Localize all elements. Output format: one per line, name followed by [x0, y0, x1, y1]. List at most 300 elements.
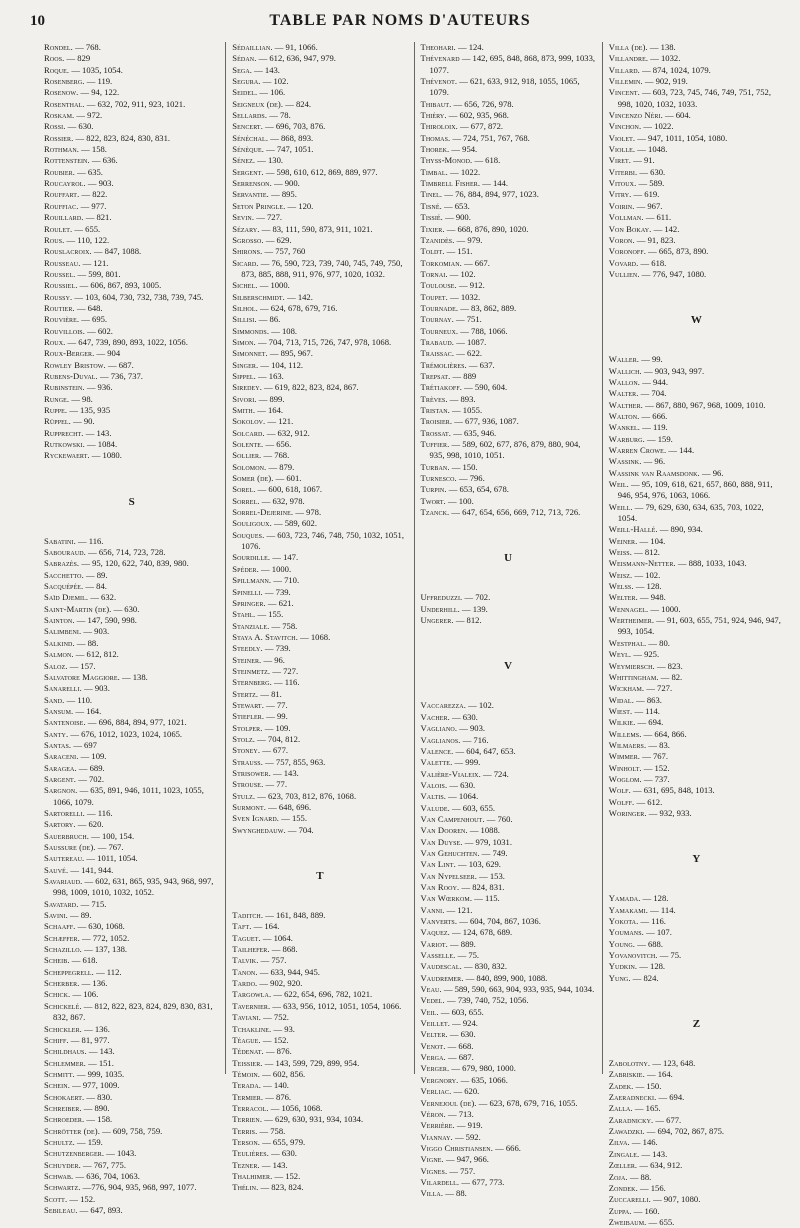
page-references: — 967.	[636, 200, 663, 211]
author-name: Wassink van Raamsdonk.	[608, 467, 700, 478]
author-name: Von Bokay.	[608, 223, 652, 234]
author-name: Welss.	[608, 581, 634, 592]
page-references: — 868.	[271, 944, 298, 955]
index-entry	[609, 201, 784, 212]
author-name: Thiéry.	[420, 110, 447, 121]
page-references: — 767, 775.	[83, 1159, 126, 1170]
index-entry	[421, 292, 596, 303]
author-name: Weil.	[608, 479, 629, 489]
author-name: Willems.	[608, 728, 642, 739]
page-references: — 83.	[648, 739, 670, 750]
author-name: Roux-Berger.	[44, 348, 95, 359]
index-entry	[421, 814, 596, 825]
page-references: — 76, 884, 894, 977, 1023.	[444, 189, 539, 200]
page-references: — 710.	[273, 575, 300, 586]
index-entry	[421, 1166, 596, 1177]
index-entry	[44, 819, 219, 830]
page-references: — 135, 935	[69, 405, 111, 415]
page-references: — 695.	[81, 314, 108, 325]
page-references: — 90.	[73, 416, 95, 427]
author-name: Stolz.	[232, 733, 255, 744]
index-entry	[421, 1075, 596, 1086]
index-entry	[44, 706, 219, 717]
page-references: — 124, 678, 689.	[452, 927, 513, 938]
author-name: Roulet.	[44, 223, 73, 234]
author-name: Scheib.	[44, 955, 70, 966]
index-entry	[421, 326, 596, 337]
page-references: — 95, 120, 622, 740, 839, 980.	[81, 558, 189, 569]
index-entry	[421, 723, 596, 734]
page-references: — 903.	[83, 626, 110, 637]
page-references: — 86.	[258, 314, 281, 325]
page-references: — 687.	[447, 1052, 474, 1063]
index-entry	[232, 1137, 407, 1148]
page-references: — 689.	[78, 762, 105, 773]
index-entry	[44, 87, 219, 98]
page-references: — 1088.	[469, 825, 500, 836]
index-entry	[232, 53, 407, 64]
index-entry	[232, 655, 407, 666]
index-entry	[232, 779, 407, 790]
author-name: Sokolov.	[232, 416, 266, 427]
author-name: Ryckewaert.	[44, 450, 90, 461]
index-entry	[421, 905, 596, 916]
index-entry	[421, 1143, 596, 1154]
author-name: Valière-Vialeix.	[420, 768, 481, 779]
author-name: Weiss.	[608, 547, 632, 558]
author-name: Tuffier.	[420, 439, 450, 450]
author-name: Sautereau.	[44, 853, 85, 864]
index-entry	[609, 706, 784, 717]
page-references: — 636.	[91, 155, 118, 166]
page-references: — 83, 111, 590, 873, 911, 1021.	[261, 223, 373, 234]
section-letter: Y	[692, 853, 701, 866]
index-entry	[44, 189, 219, 200]
index-entry	[44, 416, 219, 427]
index-entry	[232, 235, 407, 246]
index-entry	[609, 212, 784, 223]
author-name: Schick.	[44, 989, 71, 1000]
author-name: Thomas.	[420, 132, 451, 143]
page-references: — 823.	[656, 660, 683, 671]
page-references: — 100, 154.	[91, 830, 135, 841]
author-name: Stertz.	[232, 688, 259, 699]
index-entry	[232, 921, 407, 932]
author-name: Walton.	[608, 410, 640, 421]
index-entry	[609, 939, 784, 950]
page-references: — 1011, 1054.	[86, 853, 138, 864]
page-references: — 99.	[641, 354, 663, 365]
author-name: Rouslacroix.	[44, 246, 92, 257]
index-entry	[232, 643, 407, 654]
page-references: — 648.	[76, 302, 103, 313]
page-references: — 110.	[66, 694, 93, 705]
page-references: — 103, 604, 730, 732, 738, 739, 745.	[74, 291, 204, 302]
author-name: Silberschmidt.	[232, 291, 285, 302]
index-entry	[44, 314, 219, 325]
author-name: Sven Ignard.	[232, 813, 280, 824]
index-entry	[609, 354, 784, 365]
index-entry	[421, 1063, 596, 1074]
author-name: Rouvillois.	[44, 325, 85, 336]
author-name: Rouvière.	[44, 314, 80, 325]
page-references: — 151.	[88, 1057, 114, 1068]
index-entry	[232, 473, 407, 484]
page-references: — 696, 703, 876.	[265, 121, 326, 132]
author-name: Tisné.	[420, 200, 442, 211]
author-name: Roucayrol.	[44, 178, 86, 189]
index-entry	[232, 734, 407, 745]
page-references: — 796.	[458, 473, 485, 484]
index-entry	[232, 65, 407, 76]
author-name: Souligoux.	[232, 518, 272, 529]
index-entry	[232, 42, 407, 53]
page-references: — 144.	[668, 444, 695, 455]
author-name: Thévenot.	[420, 76, 458, 87]
author-name: Sippel.	[232, 370, 256, 381]
author-name: Wallich.	[608, 365, 642, 376]
index-entry	[44, 604, 219, 615]
index-entry	[44, 337, 219, 348]
page-references: — 656, 726, 978.	[453, 98, 514, 109]
page-references: — 137, 138.	[84, 944, 128, 955]
index-entry	[609, 672, 784, 683]
author-name: Yovanovitch.	[608, 950, 658, 961]
index-entry	[609, 434, 784, 445]
author-name: Stahl.	[232, 609, 256, 620]
page-references: — 119.	[86, 76, 113, 87]
page-references: — 895, 967.	[269, 348, 313, 359]
author-name: Talvik.	[232, 955, 259, 966]
author-name: Teulières.	[232, 1148, 269, 1159]
page-references: — 824.	[285, 98, 312, 109]
author-name: Seidel.	[232, 87, 258, 98]
author-name: Scherber.	[44, 978, 80, 989]
index-entry	[232, 768, 407, 779]
page-references: — 697	[73, 739, 97, 750]
page-references: — 653, 654, 678.	[448, 484, 509, 495]
index-entry	[421, 1188, 596, 1199]
author-name: Trétiakoff.	[420, 382, 463, 393]
page-references: — 75.	[457, 950, 480, 961]
page-references: — 612.	[636, 796, 663, 807]
index-entry	[232, 933, 407, 944]
index-entry	[232, 587, 407, 598]
page-references: — 603, 723, 745, 746, 749, 751, 752, 998, 1020, 1032, 1033.	[617, 87, 771, 109]
index-entry	[44, 1103, 219, 1114]
author-name: Roskam.	[44, 110, 75, 121]
index-entry	[232, 711, 407, 722]
index-entry	[44, 865, 219, 876]
author-name: Rowley Bristow.	[44, 359, 106, 370]
author-name: Sanarelli.	[44, 683, 82, 694]
page-references: — 91, 1066.	[274, 42, 318, 52]
author-name: Tavernier.	[232, 1000, 271, 1011]
page-references: — 1055.	[452, 405, 483, 415]
page-references: — 925.	[633, 649, 660, 660]
page-references: — 96.	[263, 654, 285, 665]
index-entry	[232, 564, 407, 575]
author-name: Rottenstein.	[44, 155, 90, 166]
index-entry	[421, 757, 596, 768]
author-name: Verrière.	[420, 1120, 455, 1131]
index-entry	[232, 416, 407, 427]
index-entry	[44, 717, 219, 728]
index-entry	[421, 405, 596, 416]
author-name: Veau.	[420, 984, 442, 995]
author-name: Salkind.	[44, 637, 75, 648]
author-name: Strauss.	[232, 756, 263, 767]
index-entry	[232, 337, 407, 348]
author-name: Van Gehuchten.	[420, 847, 480, 858]
page-references: — 902, 919.	[644, 76, 688, 87]
index-entry	[232, 1171, 407, 1182]
index-entry	[609, 893, 784, 904]
page-references: — 895.	[271, 189, 297, 200]
page-references: — 972.	[76, 110, 103, 121]
page-references: — 102.	[468, 700, 494, 711]
page-references: — 75.	[659, 950, 682, 961]
index-entry	[609, 422, 784, 433]
index-entry	[44, 831, 219, 842]
author-name: Simmonds.	[232, 325, 270, 336]
page-references: — 589, 590, 663, 904, 933, 935, 944, 1034.	[443, 984, 595, 995]
page-references: — 143.	[261, 1159, 288, 1170]
index-entry	[44, 121, 219, 132]
author-name: Zabriskie.	[608, 1069, 645, 1080]
page-references: — 77.	[266, 699, 288, 710]
page-references: — 635, 1066.	[460, 1074, 508, 1085]
page-references: — 757.	[449, 1165, 476, 1176]
author-name: Vollman.	[608, 212, 644, 223]
author-name: Wolf.	[608, 785, 631, 796]
index-entry	[421, 371, 596, 382]
author-name: Thyss-Monod.	[420, 155, 473, 166]
page-references: — 147, 590, 998.	[76, 615, 137, 626]
index-entry	[609, 536, 784, 547]
author-name: Thibaut.	[420, 98, 452, 109]
author-name: Walther.	[608, 399, 643, 410]
author-name: Singer.	[232, 359, 259, 370]
author-name: Schrötter (de).	[44, 1125, 100, 1136]
index-entry	[421, 133, 596, 144]
author-name: Wennagel.	[608, 603, 649, 614]
author-name: Sédaillian.	[232, 42, 273, 52]
author-name: Sivori.	[232, 393, 257, 404]
author-name: Vignes.	[420, 1165, 448, 1176]
author-name: Zingale.	[608, 1148, 640, 1159]
index-entry	[44, 695, 219, 706]
page-references: — 138.	[649, 42, 676, 52]
author-name: Schein.	[44, 1080, 70, 1091]
page-references: — 158.	[86, 1114, 113, 1125]
page-references: — 136.	[84, 1023, 110, 1034]
author-name: Spéder.	[232, 563, 259, 574]
author-name: Schaaff.	[44, 921, 76, 932]
index-entry	[232, 201, 407, 212]
page-references: — 647, 654, 656, 669, 712, 713, 726.	[451, 507, 581, 518]
index-entry	[44, 348, 219, 359]
author-name: Zilva.	[608, 1137, 630, 1148]
index-entry	[232, 1058, 407, 1069]
page-references: — 776, 947, 1080.	[641, 268, 707, 279]
author-name: Rubinstein.	[44, 382, 85, 393]
author-name: Veillet.	[420, 1018, 450, 1029]
page-references: — 102.	[262, 76, 289, 87]
page-references: — 632, 912.	[266, 427, 310, 438]
index-entry	[609, 808, 784, 819]
page-references: — 824.	[632, 972, 659, 983]
page-references: — 160.	[633, 1205, 660, 1216]
index-entry	[44, 910, 219, 921]
page-references: — 630.	[452, 711, 478, 722]
author-name: Roussiel.	[44, 280, 78, 291]
index-entry	[44, 1114, 219, 1125]
author-name: Taditch.	[232, 910, 264, 921]
page-references: — 724.	[483, 768, 509, 779]
author-name: Vinchon.	[608, 121, 642, 132]
page-references: — 1087.	[456, 336, 487, 347]
page-references: — 912.	[458, 280, 485, 291]
page-references: — 751.	[455, 314, 482, 325]
author-name: Termier.	[232, 1091, 264, 1102]
page-references: — 93.	[273, 1023, 295, 1034]
page-references: — 889.	[450, 938, 476, 949]
author-name: Trabaud.	[420, 336, 455, 347]
index-entry	[44, 558, 219, 569]
page-references: — 164.	[257, 405, 284, 415]
index-entry	[44, 235, 219, 246]
author-name: Saïd Djemil.	[44, 592, 89, 603]
page-references: — 623, 703, 812, 876, 1068.	[257, 790, 357, 801]
author-name: Yokota.	[608, 916, 639, 926]
index-entry	[609, 604, 784, 615]
author-name: Tailhefer.	[232, 944, 270, 955]
page-references: — 907, 1080.	[653, 1194, 701, 1205]
page-references: — 752.	[263, 1012, 289, 1023]
index-entry	[609, 1069, 784, 1080]
page-references: — 727.	[256, 212, 283, 223]
author-name: Turpin.	[420, 484, 447, 495]
page-references: — 139.	[462, 603, 488, 614]
page-references: — 702.	[464, 592, 491, 603]
page-references: — 637.	[468, 359, 495, 370]
author-name: Rouillard.	[44, 212, 84, 223]
index-entry	[421, 1132, 596, 1143]
author-name: Wolff.	[608, 796, 635, 807]
page-references: — 903, 943, 997.	[643, 365, 705, 376]
index-entry	[44, 661, 219, 672]
index-entry	[44, 394, 219, 405]
page-references: — 91.	[633, 155, 655, 166]
author-name: Sellards.	[232, 110, 268, 121]
index-entry	[232, 99, 407, 110]
index-entry	[232, 439, 407, 450]
author-name: Rondel.	[44, 42, 73, 52]
author-name: Whittingham.	[608, 671, 659, 682]
author-name: Widal.	[608, 694, 634, 705]
index-entry	[609, 1103, 784, 1114]
page-references: — 601.	[275, 473, 302, 484]
index-entry	[44, 303, 219, 314]
index-entry	[421, 950, 596, 961]
author-name: Valois.	[420, 779, 448, 790]
index-entry	[44, 1035, 219, 1046]
author-name: Tristan.	[420, 405, 450, 415]
index-entry	[609, 581, 784, 592]
page-references: — 120.	[287, 200, 314, 211]
author-name: Sorrel.	[232, 495, 260, 506]
author-name: Schokaert.	[44, 1091, 85, 1102]
page-references: — 151.	[446, 246, 473, 257]
index-entry	[609, 661, 784, 672]
index-entry	[609, 927, 784, 938]
page-references: — 635.	[77, 166, 103, 177]
index-entry	[609, 87, 784, 110]
author-name: Schmitt.	[44, 1068, 75, 1079]
page-references: — 767.	[642, 751, 668, 762]
index-entry	[609, 258, 784, 269]
page-references: — 152.	[69, 1193, 96, 1204]
author-name: Wassink.	[608, 456, 642, 467]
page-references: — 704.	[640, 388, 667, 399]
index-entry	[44, 921, 219, 932]
author-name: Sillisi.	[232, 314, 257, 325]
index-entry	[232, 144, 407, 155]
author-name: Sternberg.	[232, 677, 272, 688]
page-references: — 604, 704, 867, 1036.	[459, 916, 541, 926]
index-entry	[44, 428, 219, 439]
author-name: Yamakami.	[608, 904, 649, 915]
author-name: Servantie.	[232, 189, 269, 200]
author-name: Vasselle.	[420, 950, 456, 961]
author-name: Tinel.	[420, 189, 443, 200]
author-name: Santy.	[44, 728, 69, 739]
index-entry	[421, 258, 596, 269]
author-name: Seton Pringle.	[232, 200, 286, 211]
author-name: Swynghedauw.	[232, 824, 286, 835]
index-entry	[44, 246, 219, 257]
author-name: Schickler.	[44, 1023, 82, 1034]
author-name: Rosenberg.	[44, 76, 85, 87]
author-name: Schreiber.	[44, 1102, 82, 1113]
index-entry	[609, 1183, 784, 1194]
page-references: — 1048.	[637, 144, 668, 155]
index-entry	[421, 224, 596, 235]
author-name: Rossi.	[44, 121, 66, 132]
author-name: Tournay.	[420, 314, 454, 325]
index-entry	[44, 1046, 219, 1057]
index-entry	[44, 581, 219, 592]
index-entry	[232, 1103, 407, 1114]
author-name: Rüppel.	[44, 416, 71, 427]
author-name: Sargent.	[44, 773, 77, 784]
author-name: Youmans.	[608, 927, 644, 938]
index-entry	[44, 944, 219, 955]
page-references: — 635, 891, 946, 1011, 1023, 1055, 1066, 1079.	[53, 785, 204, 807]
author-name: Tourneux.	[420, 325, 459, 336]
page-references: — 163.	[258, 370, 284, 381]
index-entry	[232, 303, 407, 314]
index-entry	[232, 552, 407, 563]
index-entry	[421, 791, 596, 802]
index-entry	[609, 592, 784, 603]
index-entry	[44, 110, 219, 121]
page-references: — 812.	[634, 547, 660, 558]
page-references: — 666.	[641, 410, 668, 421]
page-references: — 76, 590, 723, 739, 740, 745, 749, 750, 873, 885, 888, 911, 976, 977, 1020, 1032.	[241, 257, 403, 279]
page-references: — 630.	[67, 121, 94, 132]
